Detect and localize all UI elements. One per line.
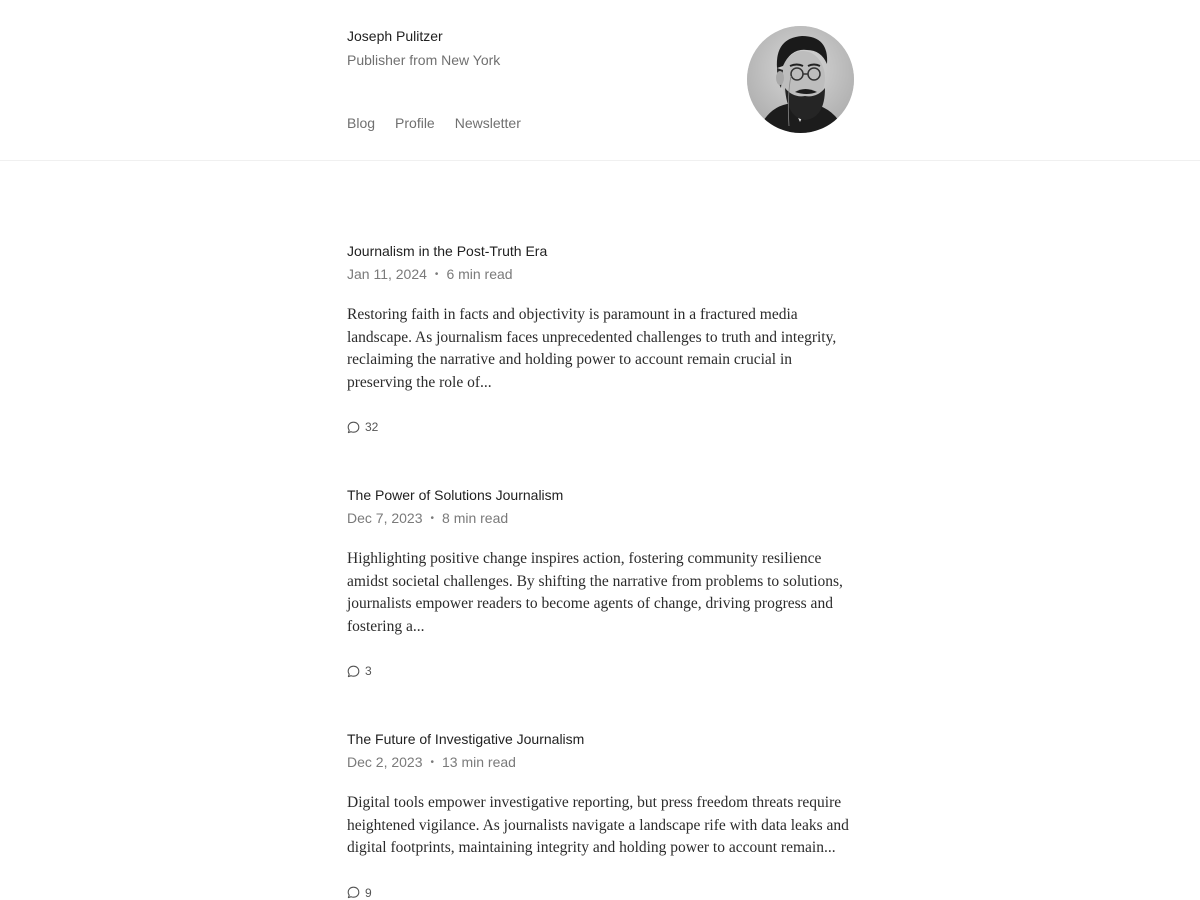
- post-item: [347, 487, 854, 678]
- post-date: Dec 7, 2023: [347, 510, 423, 526]
- post-item: [347, 243, 854, 434]
- post-read-time: 13 min read: [442, 754, 516, 770]
- meta-separator: •: [430, 512, 435, 524]
- post-excerpt[interactable]: Digital tools empower investigative reporting, but press freedom threats require heightened vigilance. As journalists navigate a landscape rife with data leaks and digital footprints, maintaining integrity and holding power to account remain...: [347, 794, 849, 856]
- site-header: [0, 0, 1200, 161]
- post-comments-link[interactable]: [347, 420, 378, 434]
- post-excerpt[interactable]: Restoring faith in facts and objectivity is paramount in a fractured media landscape. As journalism faces unprecedented challenges to truth and integrity, reclaiming the narrative and holding power to account remain crucial in preserving the role of...: [347, 306, 837, 391]
- post-comments-link[interactable]: [347, 664, 372, 678]
- post-date: Jan 11, 2024: [347, 266, 427, 282]
- post-read-time: 6 min read: [446, 266, 513, 282]
- post-date: Dec 2, 2023: [347, 754, 423, 770]
- post-excerpt[interactable]: Highlighting positive change inspires action, fostering community resilience amidst societal challenges. By shifting the narrative from problems to solutions, journalists empower readers to become agents of change, driving progress and fostering a...: [347, 550, 843, 635]
- main-nav: [347, 115, 521, 131]
- post-read-time: 8 min read: [442, 510, 509, 526]
- post-title[interactable]: The Power of Solutions Journalism: [347, 487, 564, 503]
- meta-separator: •: [430, 756, 435, 768]
- portrait-photo-icon: [747, 26, 854, 133]
- comment-count: 3: [365, 664, 372, 678]
- comment-count: 9: [365, 885, 372, 900]
- post-item: [347, 731, 854, 900]
- comment-bubble-icon: [347, 665, 360, 678]
- post-title[interactable]: Journalism in the Post-Truth Era: [347, 243, 548, 259]
- site-name[interactable]: Joseph Pulitzer: [347, 28, 443, 44]
- post-comments-link[interactable]: [347, 886, 372, 900]
- comment-bubble-icon: [347, 421, 360, 434]
- post-meta: [347, 754, 854, 770]
- post-meta: [347, 266, 854, 282]
- nav-link-profile[interactable]: Profile: [395, 115, 435, 131]
- nav-link-blog[interactable]: Blog: [347, 115, 376, 131]
- comment-bubble-icon: [347, 886, 360, 899]
- post-meta: [347, 510, 854, 526]
- header-inner: [347, 0, 854, 160]
- site-tagline: Publisher from New York: [347, 52, 501, 68]
- meta-separator: •: [434, 268, 439, 280]
- avatar[interactable]: [747, 26, 854, 133]
- nav-link-newsletter[interactable]: Newsletter: [454, 115, 521, 131]
- post-title[interactable]: The Future of Investigative Journalism: [347, 731, 585, 747]
- comment-count: 32: [365, 420, 379, 434]
